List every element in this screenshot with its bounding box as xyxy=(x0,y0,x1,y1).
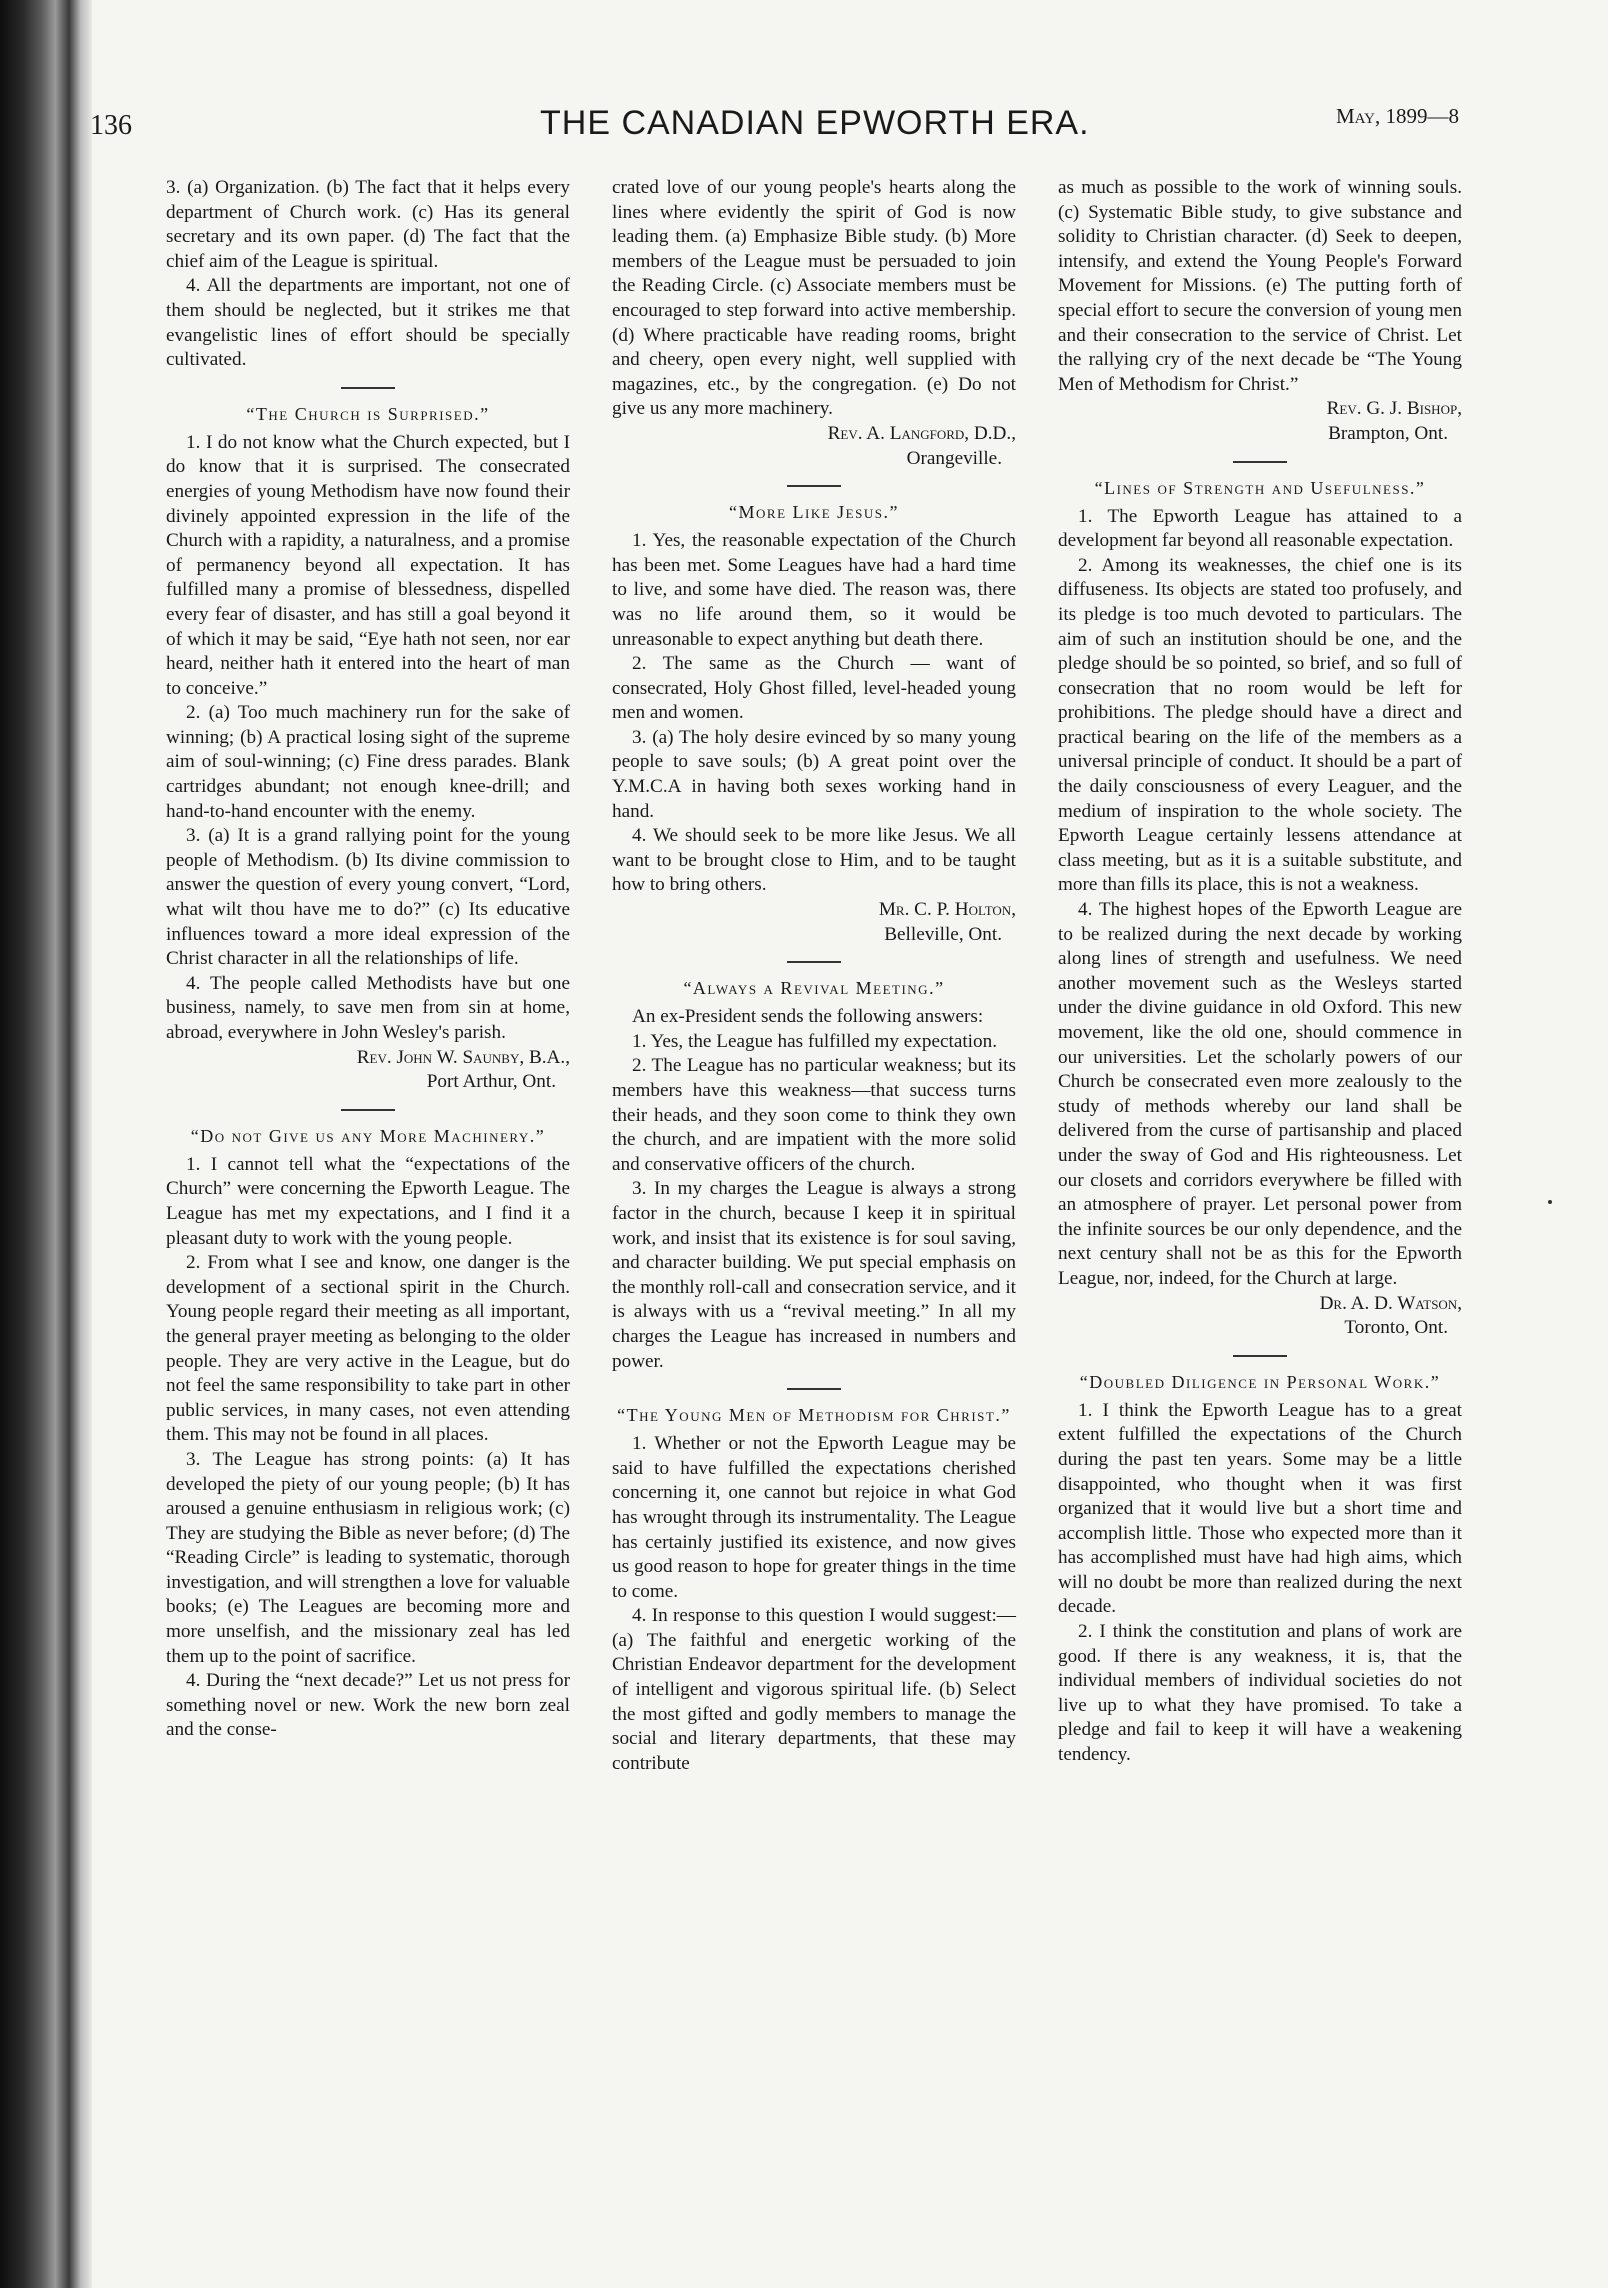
paragraph: 4. During the “next decade?” Let us not press for something novel or new. Work the new born zeal and the conse- xyxy=(166,1670,570,1741)
author-signature: Rev. John W. Saunby, B.A., xyxy=(356,1046,570,1068)
paragraph: 1. Whether or not the Epworth League may be said to have fulfilled the expectations cherished concerning it, one cannot but rejoice in what God has wrought through its instrumentality. The League has certainly justified its existence, and now gives us good reason to hope for greater things in the time to come. xyxy=(612,1433,1016,1602)
paragraph: 4. All the departments are important, not one of them should be neglected, but it strikes me that evangelistic lines of effort should be specially cultivated. xyxy=(166,275,570,371)
paragraph: 2. (a) Too much machinery run for the sake of winning; (b) A practical losing sight of the supreme aim of soul-winning; (c) Fine dress parades. Blank cartridges abundant; not enough knee-drill; and hand-to-hand encounter with the enemy. xyxy=(166,702,570,822)
section-heading: “Lines of Strength and Usefulness.” xyxy=(1094,477,1426,498)
author-location: Orangeville. xyxy=(906,447,1002,469)
divider xyxy=(787,1388,841,1390)
divider xyxy=(787,485,841,487)
paragraph: crated love of our young people's hearts along the lines where evidently the spirit of God is now leading them. (a) Emphasize Bible study. (b) More members of the League must be persuaded to join the Reading Circle. (c) Associate members must be encouraged to step forward into active membership. (d) Where practicable have reading rooms, bright and cheery, open every night, well supplied with magazines, etc., by the congregation. (e) Do not give us any more machinery. xyxy=(612,177,1016,420)
author-signature: Rev. G. J. Bishop, xyxy=(1326,398,1462,420)
paragraph: 3. The League has strong points: (a) It has developed the piety of our young people; (b) It has aroused a genuine enthusiasm in religious work; (c) They are studying the Bible as never before; (d) The “Reading Circle” is leading to systematic, thorough investigation, and will strengthen a love for valuable books; (e) The Leagues are becoming more and more unselfish, and the missionary zeal has led them up to the point of sacrifice. xyxy=(166,1448,570,1667)
paragraph: 1. I cannot tell what the “expectations of the Church” were concerning the Epworth League. The League has met my expectations, and I find it a pleasant duty to work with the young people. xyxy=(166,1153,570,1249)
paragraph: 3. In my charges the League is always a strong factor in the church, because I keep it in spiritual work, and insist that its existence is for soul saving, and character building. We put special emphasis on the monthly roll-call and consecration service, and it is always with us a “revival meeting.” In all my charges the League has increased in numbers and power. xyxy=(612,1178,1016,1372)
paragraph: 1. I think the Epworth League has to a great extent fulfilled the expectations of the Church during the past ten years. Some may be a little disappointed, who thought when it was first organized that it would live but a short time and accomplish little. Those who expected more than it has accomplished must have had high aims, which will no doubt be more than realized during the next decade. xyxy=(1058,1399,1462,1618)
paragraph: 3. (a) It is a grand rallying point for the young people of Methodism. (b) Its divine commission to answer the question of every young convert, “Lord, what wilt thou have me to do?” (c) Its educative influences toward a more ideal expression of the Christ character in all the relationships of life. xyxy=(166,825,570,970)
paragraph: 1. The Epworth League has attained to a development far beyond all reasonable expectation. xyxy=(1058,505,1462,552)
paragraph: 2. The League has no particular weakness; but its members have this weakness—that success turns their heads, and they soon come to think they own the church, and are impatient with the more solid and conservative officers of the church. xyxy=(612,1055,1016,1175)
column-1 xyxy=(166,176,570,1743)
author-signature: Dr. A. D. Watson, xyxy=(1319,1292,1462,1314)
page-number: 136 xyxy=(90,110,132,141)
paragraph: 1. Yes, the reasonable expectation of the Church has been met. Some Leagues have had a hard time to live, and some have died. The reason was, there was no life around them, so it would be unreasonable to expect anything but death there. xyxy=(612,530,1016,650)
section-heading: “Doubled Diligence in Personal Work.” xyxy=(1079,1371,1441,1392)
paragraph: 4. The people called Methodists have but one business, namely, to save men from sin at home, abroad, everywhere in John Wesley's parish. xyxy=(166,972,570,1043)
paragraph: 3. (a) Organization. (b) The fact that it helps every department of Church work. (c) Has its general secretary and its own paper. (d) The fact that the chief aim of the League is spiritual. xyxy=(166,177,570,272)
paragraph: An ex-President sends the following answers: xyxy=(632,1006,984,1028)
section-heading: “The Church is Surprised.” xyxy=(246,403,490,424)
section-heading: “The Young Men of Methodism for Christ.” xyxy=(617,1405,1011,1426)
paragraph: 1. I do not know what the Church expected, but I do know that it is surprised. The consecrated energies of young Methodism have now found their divinely appointed expression in the life of the Church with a rapidity, a naturalness, and a promise of permanency beyond all expectation. It has fulfilled many a promise of blessedness, dispelled every fear of disaster, and has still a goal beyond it of which it may be said, “Eye hath not seen, nor ear heard, neither hath it entered into the heart of man to conceive.” xyxy=(166,431,570,699)
issue-date: May, 1899—8 xyxy=(1336,104,1459,128)
paragraph: 1. Yes, the League has fulfilled my expectation. xyxy=(632,1030,998,1052)
section-heading: “Always a Revival Meeting.” xyxy=(683,978,945,999)
author-location: Toronto, Ont. xyxy=(1344,1317,1448,1339)
paragraph: 2. Among its weaknesses, the chief one is its diffuseness. Its objects are stated too profusely, and its pledge is too much devoted to particulars. The aim of such an institution should be one, and the pledge should be so pointed, so brief, and so full of consecration that no room would be left for prohibitions. The pledge should have a direct and practical bearing on the life of the members as a universal principle of conduct. It should be a part of the daily consciousness of every Leaguer, and the medium of inspiration to the whole society. The Epworth League certainly lessens attendance at class meeting, but as it is a suitable substitute, and more than fills its place, this is not a weakness. xyxy=(1058,554,1462,896)
paragraph: as much as possible to the work of winning souls. (c) Systematic Bible study, to give substance and solidity to Christian character. (d) Seek to deepen, intensify, and extend the Young People's Forward Movement for Missions. (e) The putting forth of special effort to secure the conversion of young men and their consecration to the service of Christ. Let the rallying cry of the next decade be “The Young Men of Methodism for Christ.” xyxy=(1058,177,1462,395)
column-2 xyxy=(612,176,1016,1776)
author-location: Brampton, Ont. xyxy=(1328,422,1448,444)
paragraph: 3. (a) The holy desire evinced by so many young people to save souls; (b) A great point over the Y.M.C.A in having both sexes working hand in hand. xyxy=(612,726,1016,822)
divider xyxy=(341,1109,395,1111)
paragraph: 4. In response to this question I would suggest:— (a) The faithful and energetic working of the Christian Endeavor department for the development of intelligent and vigorous spiritual life. (b) Select the most gifted and godly members to manage the social and literary departments, that these may contribute xyxy=(612,1605,1016,1774)
author-signature: Rev. A. Langford, D.D., xyxy=(827,422,1016,444)
author-location: Port Arthur, Ont. xyxy=(426,1071,556,1093)
masthead-title: THE CANADIAN EPWORTH ERA. xyxy=(540,104,1090,142)
divider xyxy=(1233,461,1287,463)
paragraph: 2. The same as the Church — want of consecrated, Holy Ghost filled, level-headed young men and women. xyxy=(612,653,1016,724)
paragraph: 2. From what I see and know, one danger is the development of a sectional spirit in the Church. Young people regard their meeting as all important, the general prayer meeting as belonging to the older people. They are very active in the League, but do not feel the same responsibility to take part in other public services, in many cases, not even attending them. This may not be found in all places. xyxy=(166,1252,570,1446)
section-heading: “More Like Jesus.” xyxy=(729,502,899,523)
author-location: Belleville, Ont. xyxy=(884,923,1002,945)
divider xyxy=(1233,1355,1287,1357)
paragraph: 4. We should seek to be more like Jesus. We all want to be brought close to Him, and to be taught how to bring others. xyxy=(612,825,1016,896)
author-signature: Mr. C. P. Holton, xyxy=(878,899,1016,921)
print-speck xyxy=(1548,1200,1552,1204)
column-3 xyxy=(1058,176,1462,1768)
divider xyxy=(341,387,395,389)
section-heading: “Do not Give us any More Machinery.” xyxy=(190,1125,546,1146)
paragraph: 2. I think the constitution and plans of work are good. If there is any weakness, it is, that the individual members of individual societies do not live up to what they have promised. To take a pledge and fail to keep it will have a weakening tendency. xyxy=(1058,1621,1462,1766)
divider xyxy=(787,961,841,963)
paragraph: 4. The highest hopes of the Epworth League are to be realized during the next decade by working along lines of strength and usefulness. We need another movement such as the Wesleys started under the divine guidance in old Oxford. This new movement, like the old one, should commence in our universities. Let the scholarly powers of our Church be consecrated even more zealously to the study of methods whereby our land shall be delivered from the curse of partisanship and placed under the sway of God and His righteousness. Let our closets and corridors everywhere be filled with an atmosphere of prayer. Let personal power from the infinite sources be our only dependence, and the next century shall not be as this for the Epworth League, nor, indeed, for the Church at large. xyxy=(1058,899,1462,1289)
book-binding xyxy=(0,0,92,2288)
